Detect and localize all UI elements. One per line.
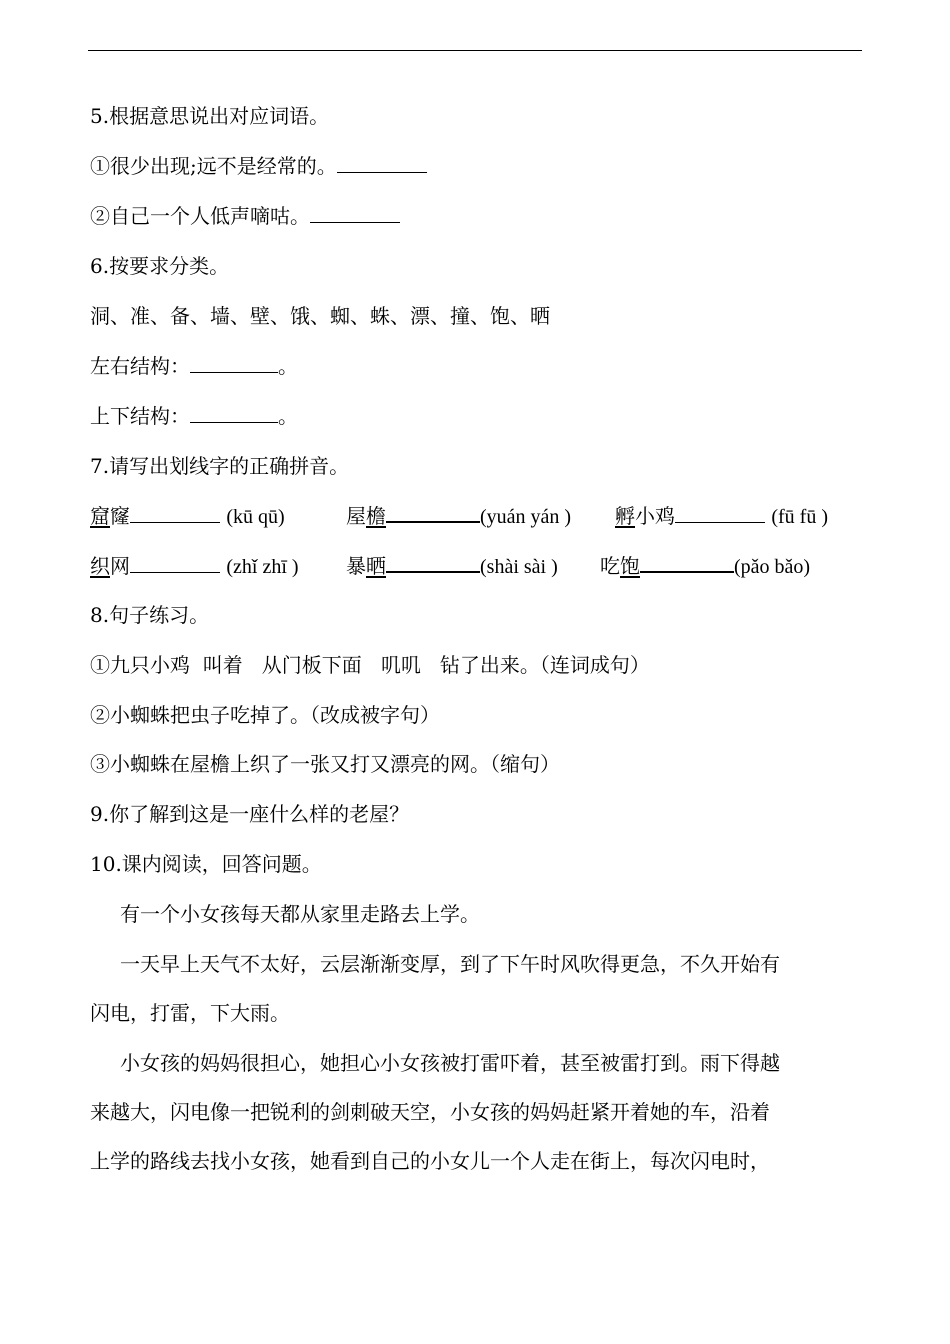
answer-blank[interactable] [675, 506, 765, 523]
answer-blank[interactable] [130, 556, 220, 573]
q7-item: 暴晒 (shài sài ) [346, 554, 558, 578]
q7-item: 屋檐 (yuán yán ) [346, 504, 572, 528]
passage-line: 小女孩的妈妈很担心，她担心小女孩被打雷吓着，甚至被雷打到。雨下得越 [120, 1051, 780, 1075]
q7-item: 织网 (zhǐ zhī ) [90, 554, 299, 578]
q8-title: 8.句子练习。 [90, 603, 210, 627]
q6-top-bottom: 上下结构： 。 [90, 404, 298, 428]
q6-left-right: 左右结构： 。 [90, 354, 298, 378]
answer-blank[interactable] [337, 156, 427, 173]
answer-blank[interactable] [130, 506, 220, 523]
q8-item-1: ①九只小鸡 叫着 从门板下面 叽叽 钻了出来。（连词成句） [90, 653, 650, 677]
q8-item-3: ③小蜘蛛在屋檐上织了一张又打又漂亮的网。（缩句） [90, 752, 560, 776]
q5-item-2: ②自己一个人低声嘀咕。 [90, 204, 400, 228]
q7-item: 孵小鸡 (fū fū ) [615, 504, 828, 528]
q7-item: 吃饱 (pǎo bǎo) [600, 554, 811, 578]
q5-title: 5.根据意思说出对应词语。 [90, 104, 330, 128]
passage-line: 来越大，闪电像一把锐利的剑刺破天空，小女孩的妈妈赶紧开着她的车，沿着 [90, 1100, 770, 1124]
q8-item-2: ②小蜘蛛把虫子吃掉了。（改成被字句） [90, 703, 440, 727]
passage-line: 一天早上天气不太好，云层渐渐变厚，到了下午时风吹得更急，不久开始有 [120, 952, 780, 976]
header-rule [88, 50, 862, 51]
passage-line: 闪电，打雷，下大雨。 [90, 1001, 290, 1025]
q7-title: 7.请写出划线字的正确拼音。 [90, 454, 350, 478]
q10-title: 10.课内阅读，回答问题。 [90, 852, 322, 876]
q7-item: 窟窿 (kū qū) [90, 504, 285, 528]
answer-blank[interactable] [310, 206, 400, 223]
q9-title: 9.你了解到这是一座什么样的老屋？ [90, 802, 410, 826]
q6-title: 6.按要求分类。 [90, 254, 230, 278]
answer-blank[interactable] [190, 406, 278, 423]
q5-item-1: ①很少出现;远不是经常的。 [90, 154, 427, 178]
answer-blank[interactable] [386, 505, 480, 523]
q6-chars: 洞、准、备、墙、壁、饿、蜘、蛛、漂、撞、饱、晒 [90, 304, 550, 328]
passage-line: 有一个小女孩每天都从家里走路去上学。 [120, 902, 480, 926]
answer-blank[interactable] [190, 356, 278, 373]
answer-blank[interactable] [386, 555, 480, 573]
passage-line: 上学的路线去找小女孩，她看到自己的小女儿一个人走在街上，每次闪电时， [90, 1149, 770, 1173]
answer-blank[interactable] [640, 555, 734, 573]
